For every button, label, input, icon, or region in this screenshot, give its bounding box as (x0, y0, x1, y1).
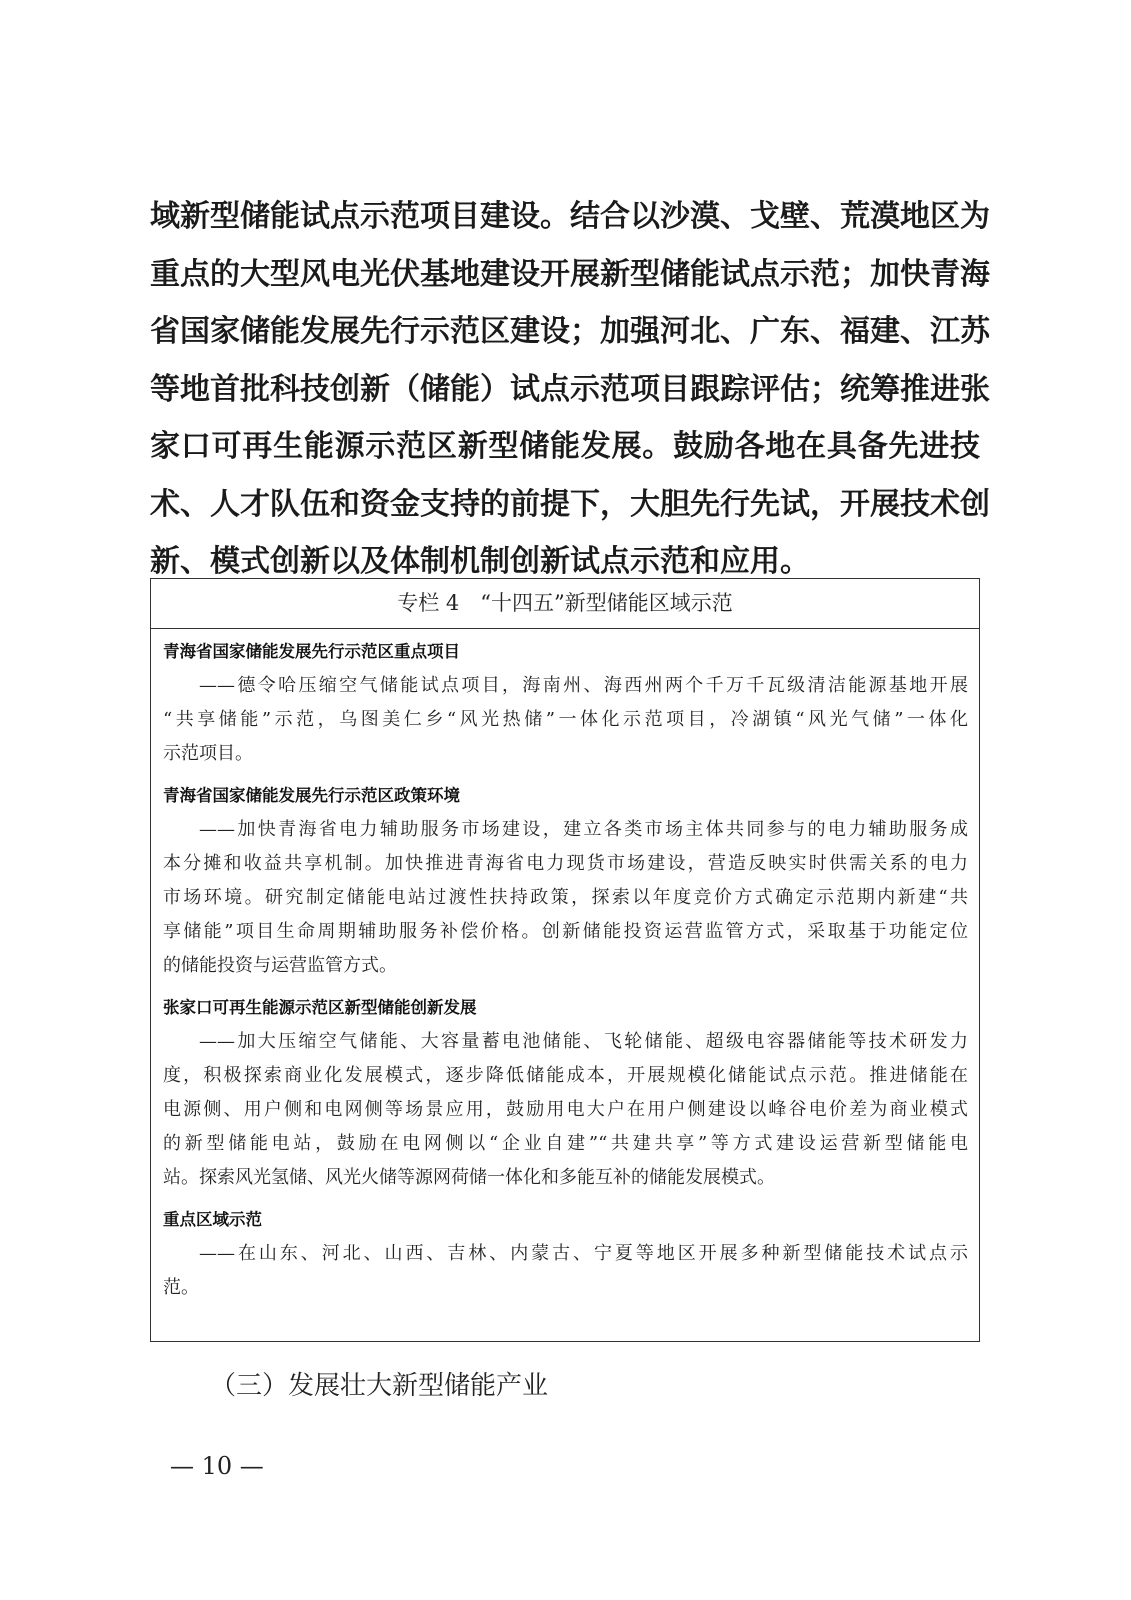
feature-box (150, 578, 980, 1342)
section-line: ——德令哈压缩空气储能试点项目，海南州、海西州两个千万千瓦级清洁能源基地开展 (199, 675, 968, 696)
section-heading: 青海省国家储能发展先行示范区重点项目 (163, 642, 460, 661)
section-heading: 青海省国家储能发展先行示范区政策环境 (163, 786, 460, 805)
page-number: — 10 — (170, 1452, 264, 1480)
section-line: 范。 (163, 1277, 199, 1298)
section-line: 市场环境。研究制定储能电站过渡性扶持政策，探索以年度竞价方式确定示范期内新建“共 (163, 887, 968, 908)
intro-paragraph (150, 188, 990, 591)
box-body (151, 629, 979, 1305)
intro-line: 等地首批科技创新（储能）试点示范项目跟踪评估；统筹推进张 (150, 371, 990, 407)
section-line: ——在山东、河北、山西、吉林、内蒙古、宁夏等地区开展多种新型储能技术试点示 (199, 1243, 968, 1264)
box-title: 专栏 4 “十四五”新型储能区域示范 (151, 579, 979, 629)
section-line: 的储能投资与运营监管方式。 (163, 955, 397, 976)
section-line: 示范项目。 (163, 743, 253, 764)
section-line: ——加大压缩空气储能、大容量蓄电池储能、飞轮储能、超级电容器储能等技术研发力 (199, 1031, 968, 1052)
section-heading: 重点区域示范 (163, 1210, 262, 1229)
section-line: 本分摊和收益共享机制。加快推进青海省电力现货市场建设，营造反映实时供需关系的电力 (163, 853, 968, 874)
section-line: ——加快青海省电力辅助服务市场建设，建立各类市场主体共同参与的电力辅助服务成 (199, 819, 968, 840)
intro-line: 新、模式创新以及体制机制创新试点示范和应用。 (150, 544, 810, 579)
intro-line: 家口可再生能源示范区新型储能发展。鼓励各地在具备先进技 (150, 429, 980, 464)
section-line: 度，积极探索商业化发展模式，逐步降低储能成本，开展规模化储能试点示范。推进储能在 (163, 1065, 968, 1086)
section-line: 站。探索风光氢储、风光火储等源网荷储一体化和多能互补的储能发展模式。 (163, 1167, 775, 1188)
section-line: 的新型储能电站，鼓励在电网侧以“企业自建”“共建共享”等方式建设运营新型储能电 (163, 1133, 968, 1154)
section-line: 电源侧、用户侧和电网侧等场景应用，鼓励用电大户在用户侧建设以峰谷电价差为商业模式 (163, 1099, 968, 1120)
intro-line: 重点的大型风电光伏基地建设开展新型储能试点示范；加快青海 (150, 256, 990, 292)
section-line: 享储能”项目生命周期辅助服务补偿价格。创新储能投资运营监管方式，采取基于功能定位 (163, 921, 968, 942)
section-line: “共享储能”示范，乌图美仁乡“风光热储”一体化示范项目，冷湖镇“风光气储”一体化 (163, 709, 968, 730)
intro-line: 术、人才队伍和资金支持的前提下，大胆先行先试，开展技术创 (150, 486, 990, 522)
intro-line: 域新型储能试点示范项目建设。结合以沙漠、戈壁、荒漠地区为 (150, 199, 990, 234)
section-heading: 张家口可再生能源示范区新型储能创新发展 (163, 998, 477, 1017)
intro-line: 省国家储能发展先行示范区建设；加强河北、广东、福建、江苏 (150, 314, 990, 349)
section-subheading: （三）发展壮大新型储能产业 (210, 1371, 549, 1401)
